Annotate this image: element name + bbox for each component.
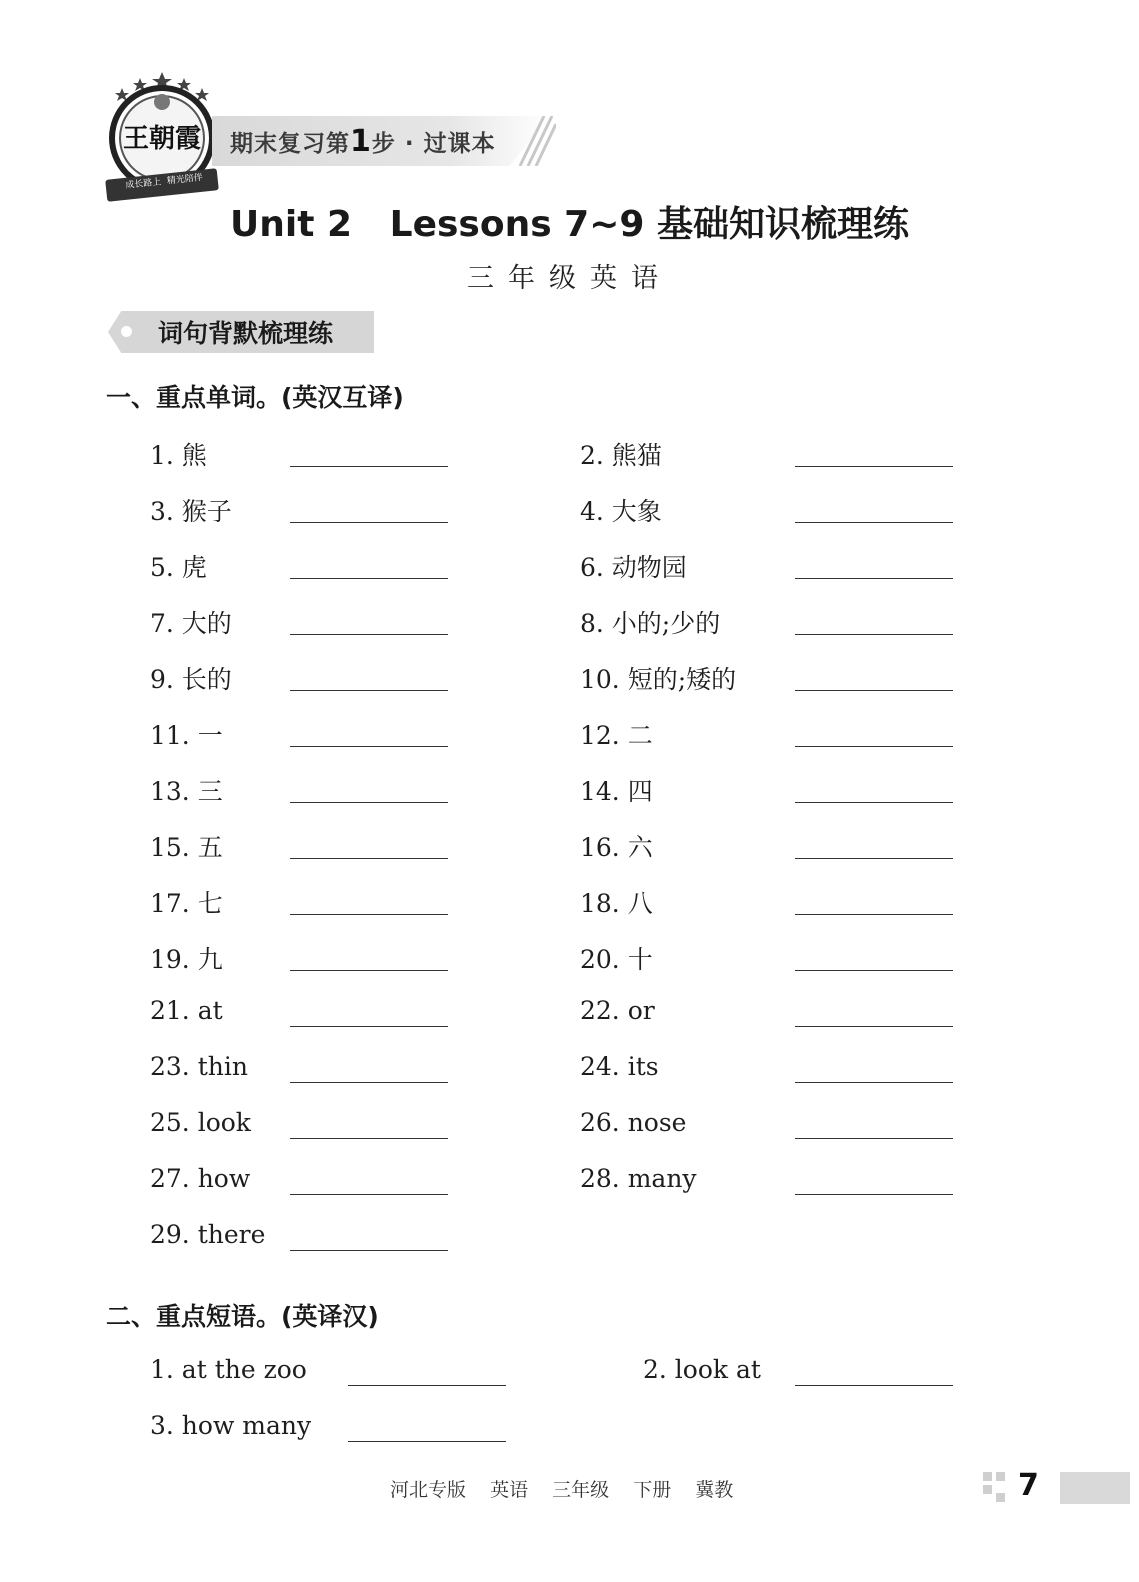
answer-blank[interactable] [290,1138,448,1139]
answer-blank[interactable] [795,690,953,691]
vocab-item: 6. 动物园 [580,553,687,582]
vocab-item: 14. 四 [580,777,653,806]
vocab-item: 25. look [150,1108,251,1137]
vocab-item: 5. 虎 [150,553,207,582]
phrase-item: 3. how many [150,1411,312,1440]
answer-blank[interactable] [795,578,953,579]
vocab-item: 19. 九 [150,945,223,974]
vocab-item: 26. nose [580,1108,687,1137]
section-tag-label: 词句背默梳理练 [158,319,334,348]
answer-blank[interactable] [290,914,448,915]
phrase-item: 2. look at [643,1355,761,1384]
footer-info [390,1475,751,1502]
footer-grade: 三年级 [552,1479,610,1501]
footer-volume: 下册 [633,1479,672,1501]
logo-motto: 成长路上 精光陪伴 [124,172,204,192]
answer-blank[interactable] [290,578,448,579]
page-number: 7 [1018,1468,1039,1503]
answer-blank[interactable] [795,970,953,971]
answer-blank[interactable] [795,1138,953,1139]
vocab-item: 18. 八 [580,889,653,918]
page-bar [1060,1472,1130,1504]
answer-blank[interactable] [290,1194,448,1195]
answer-blank[interactable] [795,746,953,747]
answer-blank[interactable] [795,1385,953,1386]
vocab-item: 13. 三 [150,777,223,806]
answer-blank[interactable] [290,802,448,803]
tag-dot [121,326,132,337]
answer-blank[interactable] [795,802,953,803]
answer-blank[interactable] [795,914,953,915]
banner-step: 1 [350,124,372,159]
vocab-item: 3. 猴子 [150,497,232,526]
brand-logo [102,70,222,202]
answer-blank[interactable] [795,466,953,467]
vocab-item: 24. its [580,1052,659,1081]
banner-prefix: 期末复习第 [230,131,350,157]
vocab-item: 8. 小的;少的 [580,609,721,638]
vocab-item: 16. 六 [580,833,653,862]
answer-blank[interactable] [290,1250,448,1251]
section2-heading: 二、重点短语。(英译汉) [106,1302,379,1331]
answer-blank[interactable] [290,858,448,859]
vocab-item: 20. 十 [580,945,653,974]
vocab-item: 15. 五 [150,833,223,862]
footer-edition: 河北专版 [390,1479,467,1501]
answer-blank[interactable] [290,1026,448,1027]
vocab-item: 27. how [150,1164,251,1193]
footer-publisher: 冀教 [695,1479,734,1501]
answer-blank[interactable] [290,466,448,467]
answer-blank[interactable] [795,1082,953,1083]
vocab-item: 9. 长的 [150,665,232,694]
vocab-item: 2. 熊猫 [580,441,662,470]
phrase-item: 1. at the zoo [150,1355,307,1384]
vocab-item: 23. thin [150,1052,248,1081]
page-title: Unit 2 Lessons 7~9 基础知识梳理练 [230,204,909,245]
answer-blank[interactable] [290,522,448,523]
vocab-item: 1. 熊 [150,441,207,470]
answer-blank[interactable] [348,1441,506,1442]
answer-blank[interactable] [290,690,448,691]
answer-blank[interactable] [795,1194,953,1195]
vocab-item: 21. at [150,996,223,1025]
vocab-item: 10. 短的;矮的 [580,665,737,694]
answer-blank[interactable] [290,746,448,747]
vocab-item: 12. 二 [580,721,653,750]
decor-square [996,1472,1005,1481]
footer-subject: 英语 [490,1479,529,1501]
vocab-item: 28. many [580,1164,697,1193]
vocab-item: 17. 七 [150,889,223,918]
banner-text [230,124,496,159]
section1-heading: 一、重点单词。(英汉互译) [106,383,404,412]
answer-blank[interactable] [290,634,448,635]
vocab-item: 22. or [580,996,655,1025]
answer-blank[interactable] [290,970,448,971]
decor-square [996,1493,1005,1502]
answer-blank[interactable] [795,858,953,859]
vocab-item: 4. 大象 [580,497,662,526]
decor-square [983,1485,992,1494]
banner-stripes [500,116,556,166]
banner-suffix: 步 · 过课本 [371,131,496,157]
vocab-item: 29. there [150,1220,266,1249]
page-subtitle: 三年级英语 [467,263,672,294]
answer-blank[interactable] [795,522,953,523]
answer-blank[interactable] [348,1385,506,1386]
vocab-item: 7. 大的 [150,609,232,638]
vocab-item: 11. 一 [150,721,223,750]
answer-blank[interactable] [795,634,953,635]
logo-name: 王朝霞 [122,124,201,154]
answer-blank[interactable] [290,1082,448,1083]
answer-blank[interactable] [795,1026,953,1027]
decor-square [983,1472,992,1481]
